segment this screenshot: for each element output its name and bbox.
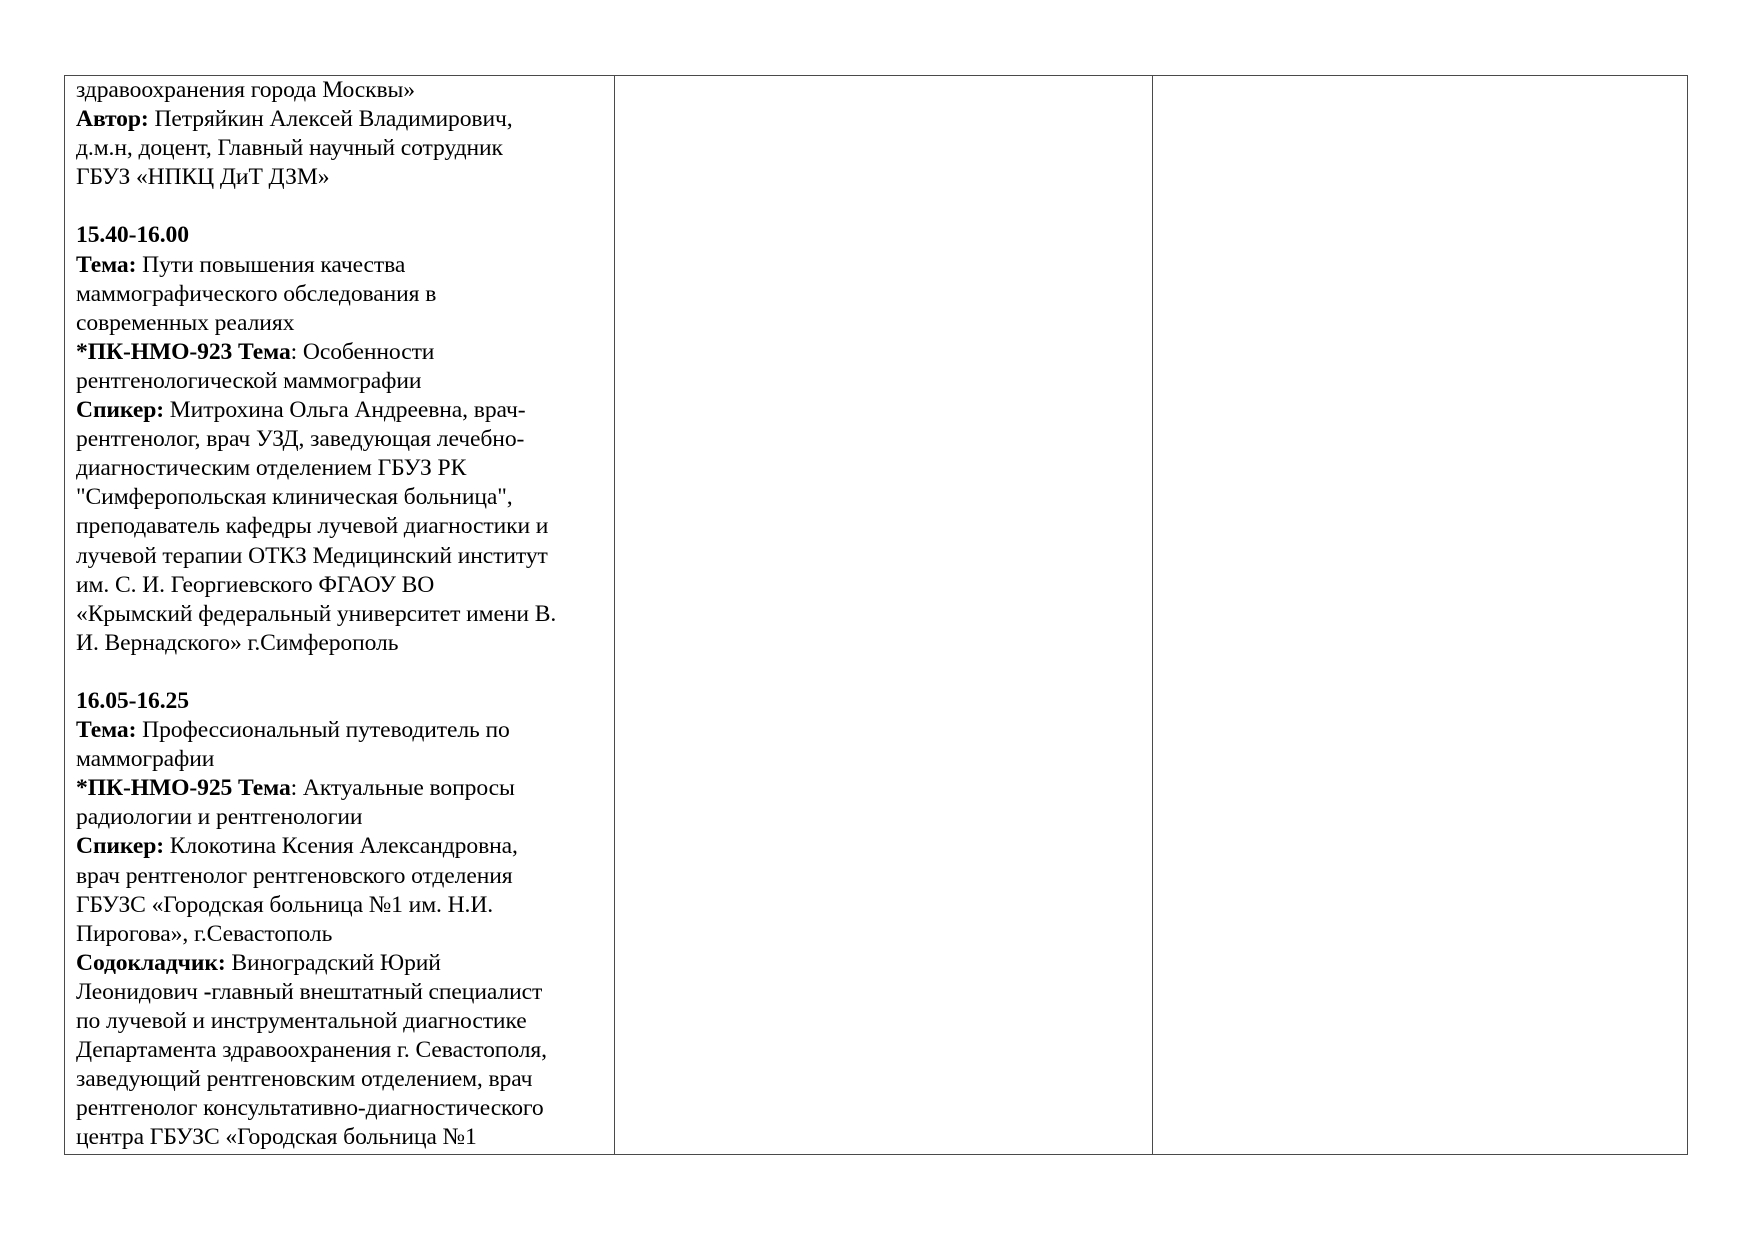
text-line xyxy=(76,716,604,745)
text-run: заведующий рентгеновским отделением, врач xyxy=(76,1066,533,1093)
text-run: ГБУЗ «НПКЦ ДиТ ДЗМ» xyxy=(76,164,330,191)
schedule-table xyxy=(64,75,1688,1155)
text-line xyxy=(76,629,604,658)
program-cell xyxy=(65,76,615,1154)
text-line xyxy=(76,832,604,861)
text-line xyxy=(76,1065,604,1094)
text-line xyxy=(76,251,604,280)
text-line xyxy=(76,163,604,192)
text-run: главный внештатный специалист xyxy=(211,978,543,1005)
text-line xyxy=(76,745,604,774)
text-line xyxy=(76,774,604,803)
bold-run: *ПК-НМО-925 Тема xyxy=(76,775,291,802)
text-line xyxy=(76,1036,604,1065)
bold-run: Автор: xyxy=(76,106,149,133)
bold-run: Тема: xyxy=(76,717,137,744)
text-run: : Особенности xyxy=(290,338,435,365)
text-line xyxy=(76,338,604,367)
text-line xyxy=(76,105,604,134)
text-run: маммографии xyxy=(76,746,215,773)
text-line xyxy=(76,600,604,629)
text-run: Петряйкин Алексей Владимирович, xyxy=(148,106,513,133)
text-line xyxy=(76,280,604,309)
text-run: рентгенолог консультативно-диагностического xyxy=(76,1095,544,1122)
text-run: маммографического обследования в xyxy=(76,280,437,307)
bold-run: Тема: xyxy=(76,251,137,278)
blank-line xyxy=(76,658,604,687)
text-run: Митрохина Ольга Андреевна, врач- xyxy=(163,397,526,424)
text-line xyxy=(76,76,604,105)
text-line xyxy=(76,803,604,832)
text-line xyxy=(76,542,604,571)
text-line xyxy=(76,978,604,1007)
bold-run: Содокладчик: xyxy=(76,949,226,976)
text-run: : Актуальные вопросы xyxy=(290,775,515,802)
text-run: по лучевой и инструментальной диагностике xyxy=(76,1008,527,1034)
text-line xyxy=(76,891,604,920)
text-line xyxy=(76,396,604,425)
bold-run: Спикер: xyxy=(76,833,164,860)
bold-run: *ПК-НМО-923 Тема xyxy=(76,338,291,365)
text-run: Клокотина Ксения Александровна, xyxy=(163,833,518,860)
text-run: современных реалиях xyxy=(76,309,295,336)
empty-cell-3 xyxy=(1153,76,1687,1154)
text-line xyxy=(76,134,604,163)
text-run: им. С. И. Георгиевского ФГАОУ ВО xyxy=(76,571,435,598)
text-run: И. Вернадского» г.Симферополь xyxy=(76,629,399,656)
text-line xyxy=(76,483,604,512)
text-line xyxy=(76,309,604,338)
text-run: Леонидович xyxy=(76,978,204,1005)
text-run: центра ГБУЗС «Городская больница №1 xyxy=(76,1124,477,1151)
text-run: Департамента здравоохранения г. Севастополя, xyxy=(76,1037,547,1064)
text-line xyxy=(76,367,604,396)
text-run: ГБУЗС «Городская больница №1 им. Н.И. xyxy=(76,891,494,918)
blank-line xyxy=(76,192,604,221)
text-run: врач рентгенолог рентгеновского отделения xyxy=(76,862,513,889)
program-cell-text xyxy=(76,76,604,1152)
bold-run: - xyxy=(203,978,212,1005)
text-line xyxy=(76,221,604,250)
text-run: здравоохранения города Москвы» xyxy=(76,77,415,103)
text-line xyxy=(76,512,604,541)
text-line xyxy=(76,454,604,483)
text-run: радиологии и рентгенологии xyxy=(76,804,363,831)
text-run: д.м.н, доцент, Главный научный сотрудник xyxy=(76,135,503,162)
text-run: Виноградский Юрий xyxy=(225,949,441,976)
text-line xyxy=(76,920,604,949)
text-run: лучевой терапии ОТКЗ Медицинский институт xyxy=(76,542,548,569)
text-line xyxy=(76,571,604,600)
text-run: диагностическим отделением ГБУЗ РК xyxy=(76,455,467,482)
text-line xyxy=(76,1123,604,1152)
text-run: преподаватель кафедры лучевой диагностики и xyxy=(76,513,549,540)
bold-run: 15.40-16.00 xyxy=(76,222,189,249)
text-run: рентгенолог, врач УЗД, заведующая лечебно- xyxy=(76,426,525,453)
text-line xyxy=(76,862,604,891)
text-line xyxy=(76,949,604,978)
text-line xyxy=(76,687,604,716)
text-run: «Крымский федеральный университет имени В. xyxy=(76,600,557,627)
text-line xyxy=(76,1007,604,1036)
text-run: Пирогова», г.Севастополь xyxy=(76,920,333,947)
empty-cell-2 xyxy=(615,76,1153,1154)
text-run: Профессиональный путеводитель по xyxy=(136,717,510,744)
text-line xyxy=(76,425,604,454)
bold-run: 16.05-16.25 xyxy=(76,687,189,714)
text-run: рентгенологической маммографии xyxy=(76,367,422,394)
text-run: "Симферопольская клиническая больница", xyxy=(76,484,513,511)
bold-run: Спикер: xyxy=(76,397,164,424)
text-run: Пути повышения качества xyxy=(136,251,406,278)
text-line xyxy=(76,1094,604,1123)
